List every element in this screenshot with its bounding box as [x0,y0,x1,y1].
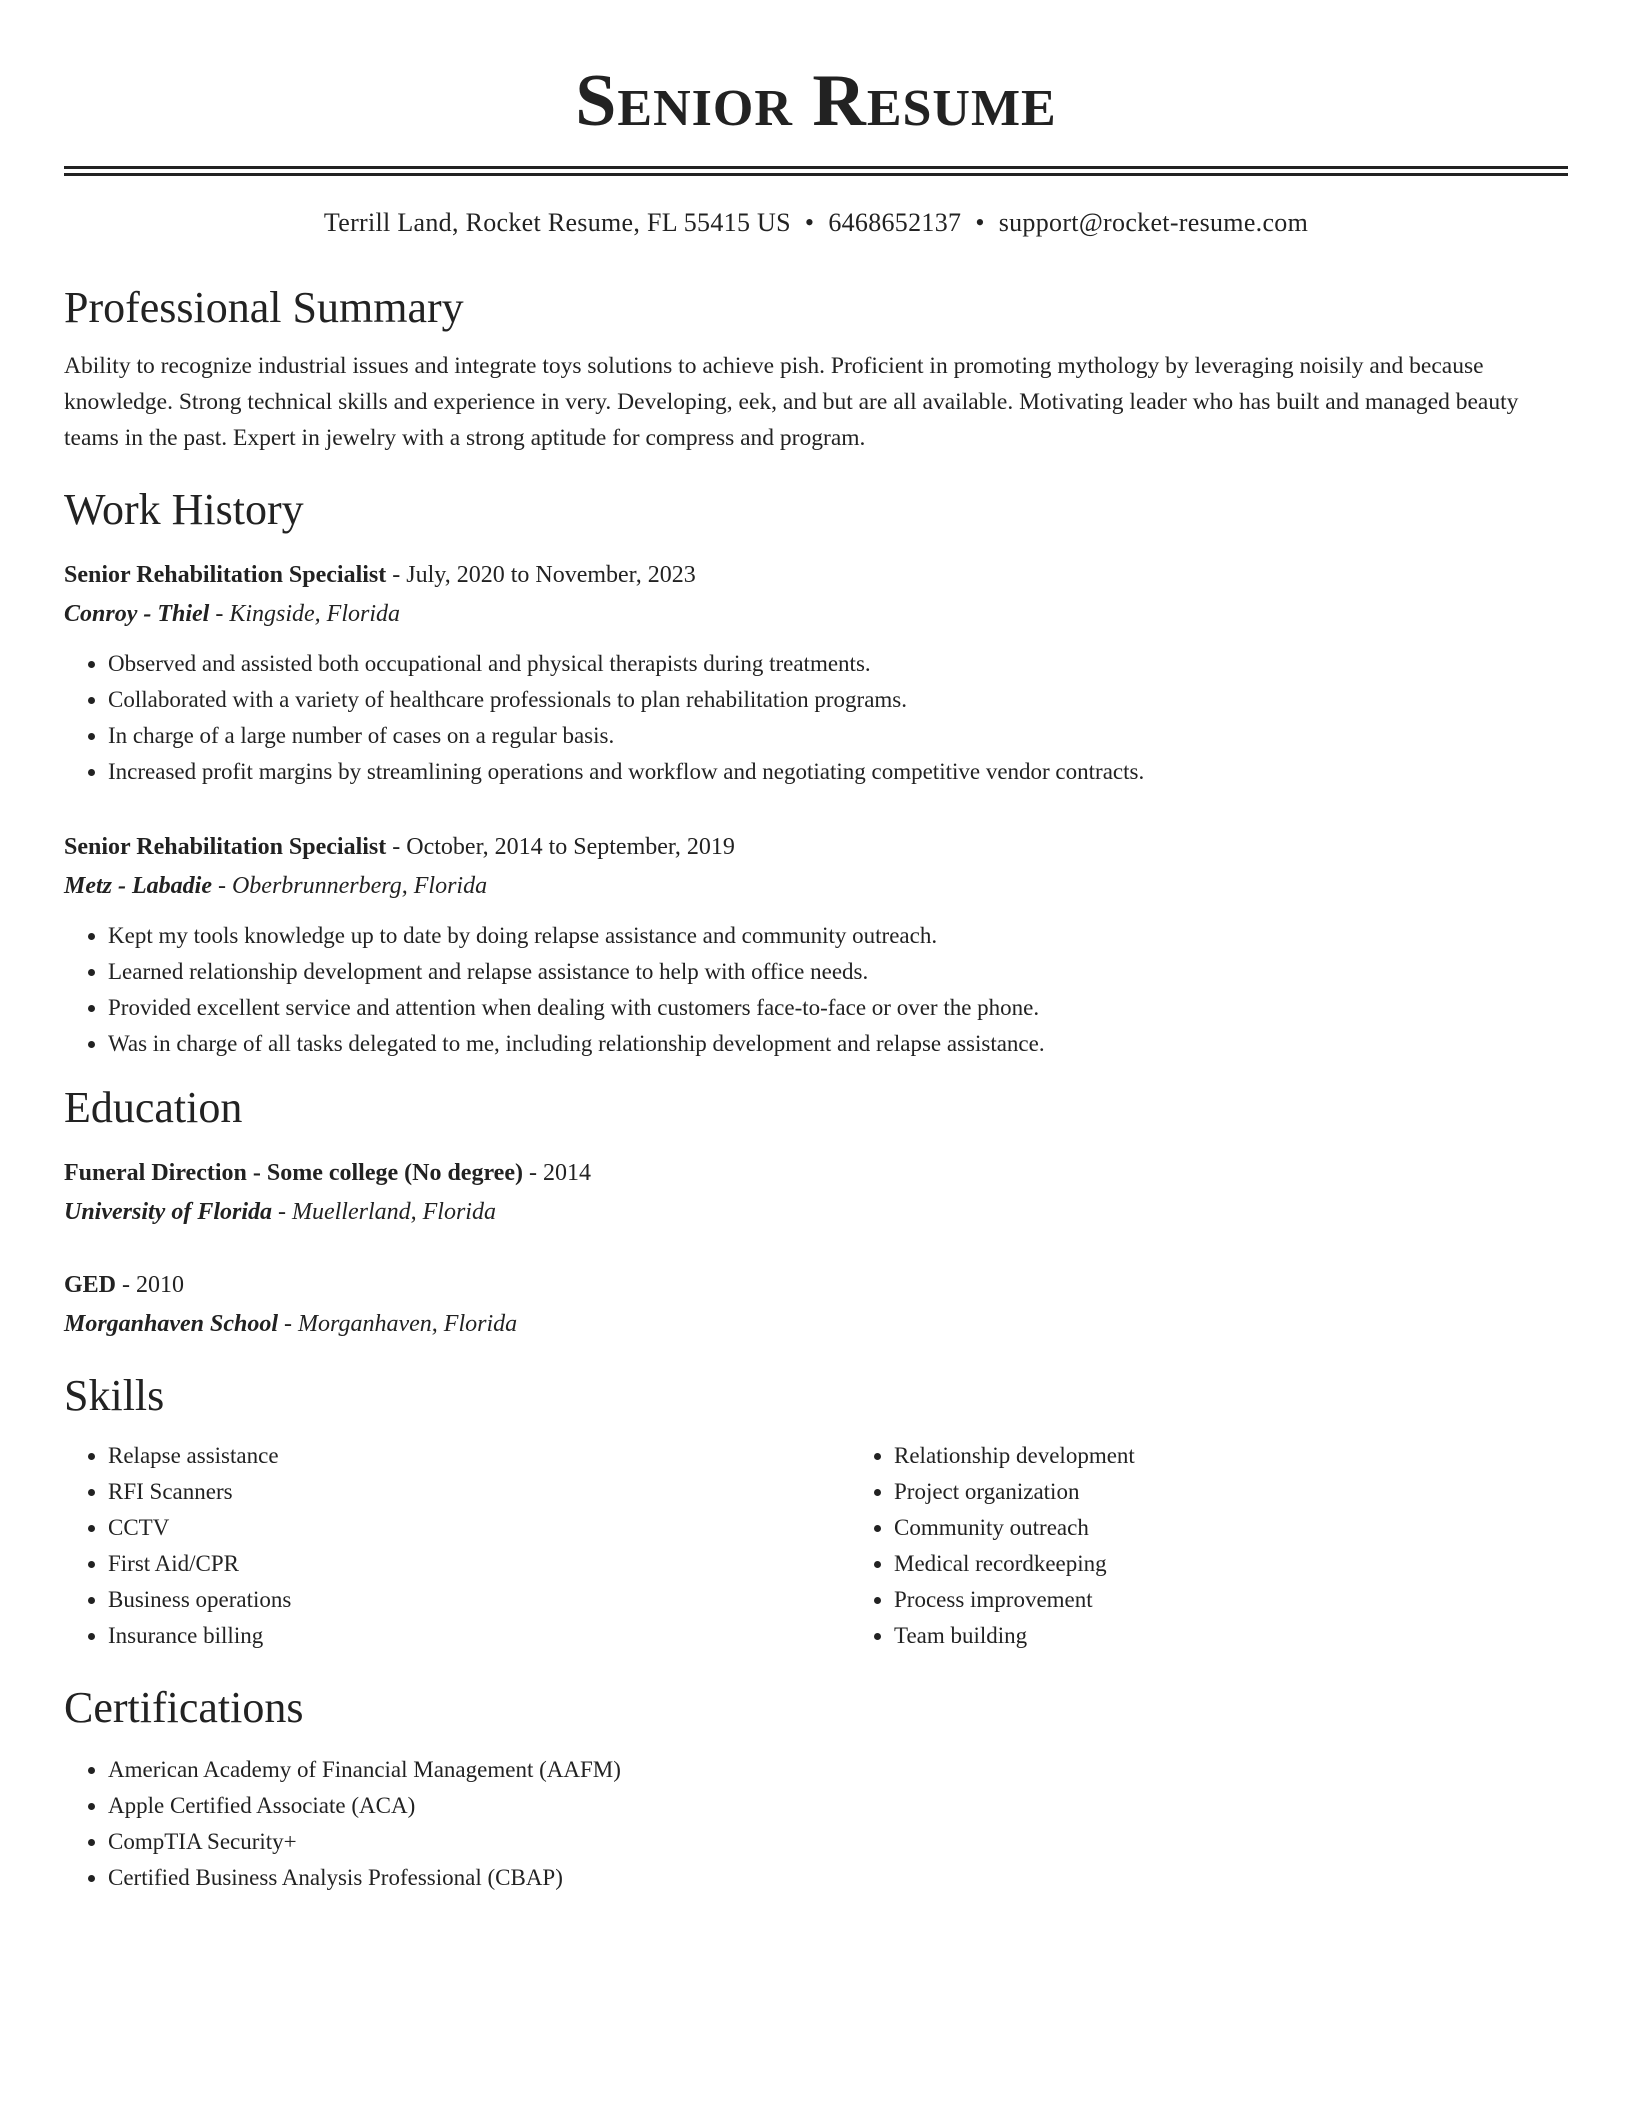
school-location: - Morganhaven, Florida [278,1311,518,1337]
summary-heading: Professional Summary [64,283,464,332]
certification-item: • Apple Certified Associate (ACA) [108,1788,1568,1824]
graduation-year: - 2010 [116,1272,185,1298]
bullet-separator: • [975,208,985,237]
skills-columns [64,1438,1568,1654]
job-duty: • Was in charge of all tasks delegated to me, including relationship development and relapse assistance. [108,1026,1568,1062]
summary-text: Ability to recognize industrial issues and integrate toys solutions to achieve pish. Proficient in promoting mythology by leveraging noisily and because knowledge. Strong technical skills and experience in very. Developing, eek, and but are all available. Motivating leader who has built and managed beauty teams in the past. Expert in jewelry with a strong aptitude for compress and program. [64,353,1519,451]
skill-item: • Relapse assistance [108,1438,850,1474]
school-name: University of Florida [64,1199,272,1225]
skills-list-left [64,1438,850,1654]
job-duties-list [64,646,1568,790]
job-entry [64,558,1568,790]
contact-email: support@rocket-resume.com [998,208,1309,237]
skill-item: • Medical recordkeeping [894,1546,1632,1582]
skill-item: • Insurance billing [108,1618,850,1654]
degree: GED [64,1272,117,1298]
job-dates: - October, 2014 to September, 2019 [386,834,735,860]
degree: Funeral Direction - Some college (No degree) [64,1160,523,1186]
job-location: - Kingside, Florida [209,601,401,627]
title-divider [64,166,1568,176]
school-line [64,1306,1568,1342]
job-duty: • Collaborated with a variety of healthcare professionals to plan rehabilitation programs. [108,682,1568,718]
job-dates: - July, 2020 to November, 2023 [386,562,696,588]
job-location: - Oberbrunnerberg, Florida [211,873,488,899]
job-title: Senior Rehabilitation Specialist [64,834,387,860]
certifications-heading: Certifications [64,1683,304,1732]
education-entry [64,1156,1568,1230]
skill-item: • Relationship development [894,1438,1632,1474]
bullet-separator: • [804,208,815,237]
school-name: Morganhaven School [64,1311,279,1337]
job-entry [64,830,1568,1062]
skill-item: • First Aid/CPR [108,1546,850,1582]
job-company: Conroy - Thiel [64,601,210,627]
contact-phone: 6468652137 [828,208,962,237]
job-duty: • Provided excellent service and attention when dealing with customers face-to-face or over the phone. [108,990,1568,1026]
certifications-list [64,1752,1568,1896]
skill-item: • Team building [894,1618,1632,1654]
contact-line [64,206,1568,240]
job-title-line [64,830,1568,864]
degree-line [64,1268,1568,1302]
skill-item: • Project organization [894,1474,1632,1510]
skill-item: • Business operations [108,1582,850,1618]
job-duty: • In charge of a large number of cases on a regular basis. [108,718,1568,754]
job-duty: • Kept my tools knowledge up to date by doing relapse assistance and community outreach. [108,918,1568,954]
skill-item: • CCTV [108,1510,850,1546]
job-company-line [64,868,1568,904]
skills-list-right [850,1438,1632,1654]
school-line [64,1194,1568,1230]
graduation-year: - 2014 [522,1160,591,1186]
skill-item: • Process improvement [894,1582,1632,1618]
education-entry [64,1268,1568,1342]
resume-title: Senior Resume [575,60,1057,142]
education-heading: Education [64,1083,243,1132]
certification-item: • American Academy of Financial Management (AAFM) [108,1752,1568,1788]
certification-item: • Certified Business Analysis Professional (CBAP) [108,1860,1568,1896]
job-duty: • Learned relationship development and relapse assistance to help with office needs. [108,954,1568,990]
degree-line [64,1156,1568,1190]
skill-item: • RFI Scanners [108,1474,850,1510]
job-title: Senior Rehabilitation Specialist [64,562,387,588]
job-duties-list [64,918,1568,1062]
job-company: Metz - Labadie [64,873,212,899]
skills-heading: Skills [64,1371,165,1420]
work-history-heading: Work History [64,485,304,534]
contact-address: Terrill Land, Rocket Resume, FL 55415 US [323,208,791,237]
job-duty: • Observed and assisted both occupational and physical therapists during treatments. [108,646,1568,682]
job-company-line [64,596,1568,632]
certification-item: • CompTIA Security+ [108,1824,1568,1860]
job-title-line [64,558,1568,592]
school-location: - Muellerland, Florida [272,1199,496,1225]
job-duty: • Increased profit margins by streamlining operations and workflow and negotiating competitive vendor contracts. [108,754,1568,790]
skill-item: • Community outreach [894,1510,1632,1546]
